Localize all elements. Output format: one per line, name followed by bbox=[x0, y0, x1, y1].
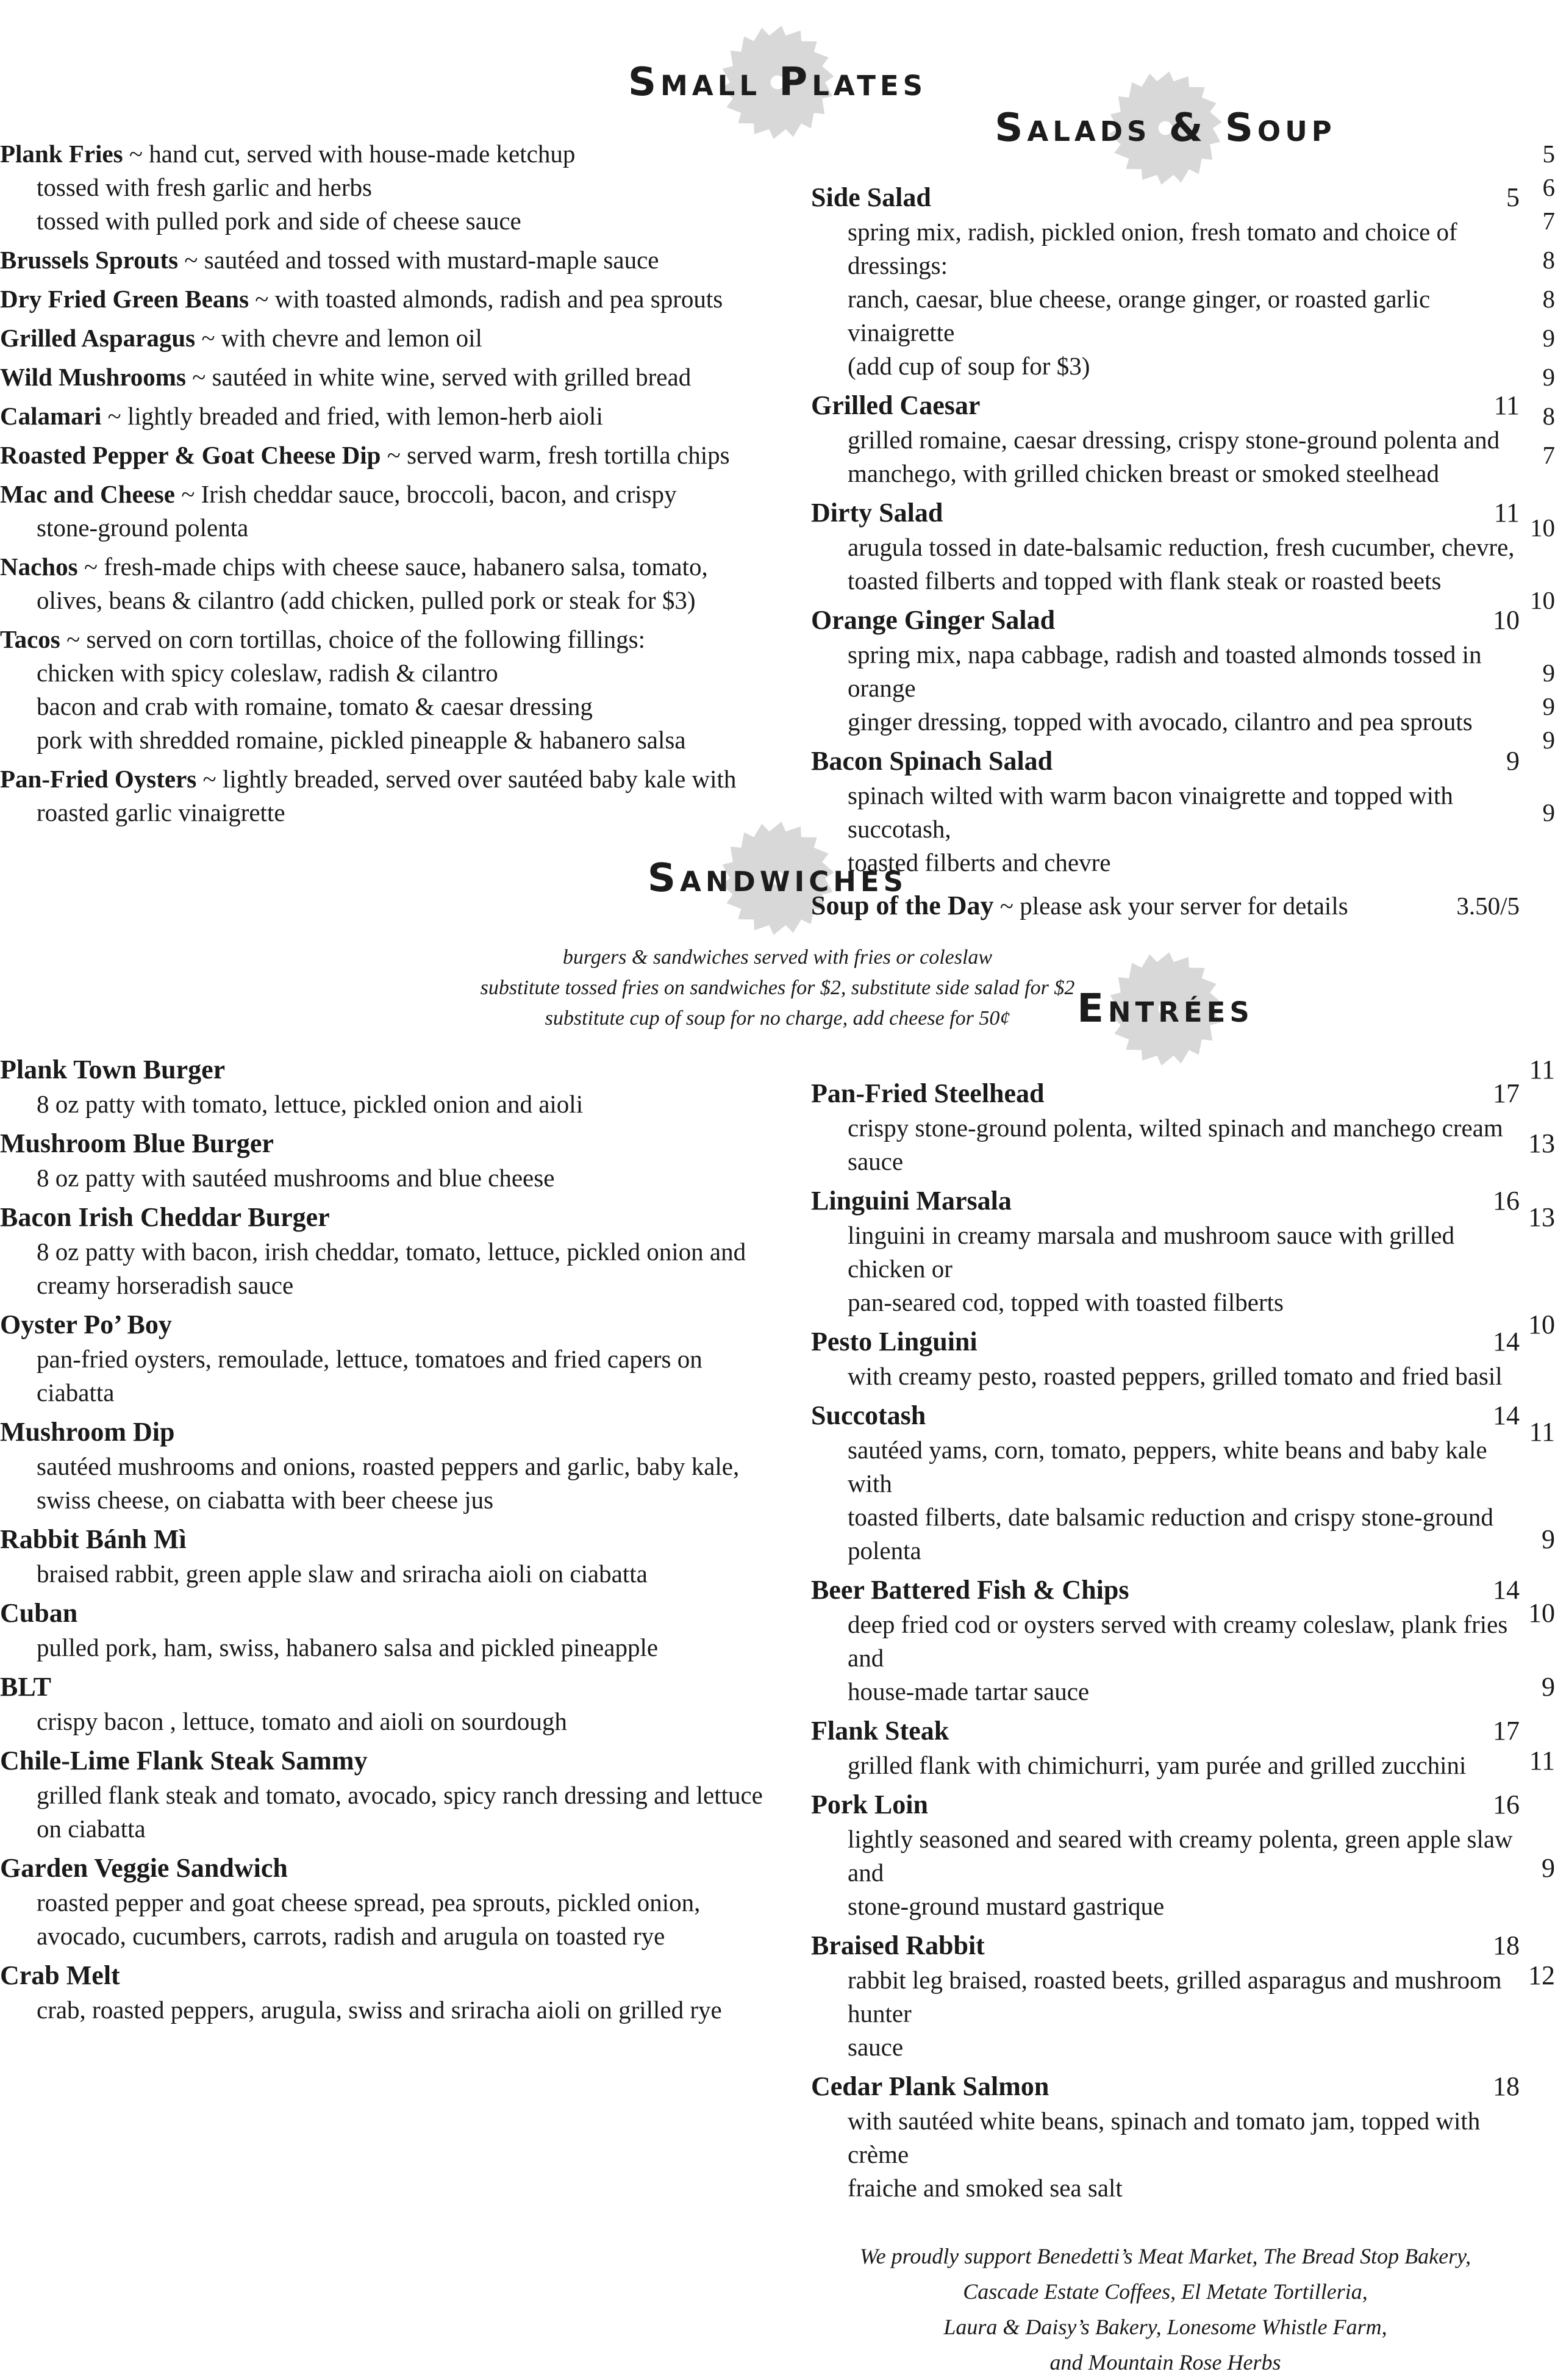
item-desc: 8 oz patty with sautéed mushrooms and blue cheese bbox=[0, 1161, 1555, 1195]
item-name: Roasted Pepper & Goat Cheese Dip bbox=[0, 441, 381, 469]
item-price: 9 bbox=[1542, 1522, 1555, 1557]
item-desc: braised rabbit, green apple slaw and sriracha aioli on ciabatta bbox=[0, 1557, 1555, 1591]
item-name: Crab Melt bbox=[0, 1960, 120, 1990]
item-desc: served warm, fresh tortilla chips bbox=[407, 441, 729, 469]
item-price: 10 bbox=[1493, 603, 1520, 638]
item-name: Wild Mushrooms bbox=[0, 363, 186, 391]
item-desc: on ciabatta bbox=[0, 1812, 1555, 1846]
item-desc: Irish cheddar sauce, broccoli, bacon, and crispy bbox=[201, 480, 677, 508]
item-desc: spinach wilted with warm bacon vinaigrette and topped with succotash, bbox=[811, 779, 1520, 846]
item-name: Calamari bbox=[0, 402, 101, 430]
item-desc: deep fried cod or oysters served with creamy coleslaw, plank fries and bbox=[811, 1608, 1520, 1675]
variant-price: 7 bbox=[1543, 204, 1555, 238]
item-price: 14 bbox=[1493, 1324, 1520, 1360]
item-desc: pulled pork, ham, swiss, habanero salsa and pickled pineapple bbox=[0, 1631, 1555, 1665]
menu-item bbox=[811, 1398, 1520, 1568]
credits-line: Laura & Daisy’s Bakery, Lonesome Whistle Farm, bbox=[811, 2309, 1520, 2345]
item-name: Mushroom Dip bbox=[0, 1417, 174, 1447]
item-price: 11 bbox=[1494, 495, 1520, 531]
variant-price: 9 bbox=[1543, 690, 1555, 723]
item-name: Grilled Asparagus bbox=[0, 324, 195, 352]
item-name: Linguini Marsala bbox=[811, 1186, 1012, 1216]
item-desc: please ask your server for details bbox=[1020, 892, 1348, 920]
item-desc: fraiche and smoked sea salt bbox=[811, 2171, 1520, 2205]
variant-desc: chicken with spicy coleslaw, radish & cilantro bbox=[37, 659, 498, 687]
menu-item bbox=[811, 603, 1520, 739]
item-desc: lightly breaded and fried, with lemon-herb aioli bbox=[127, 402, 603, 430]
item-name: Braised Rabbit bbox=[811, 1930, 985, 1960]
credits-line: We proudly support Benedetti’s Meat Market, The Bread Stop Bakery, bbox=[811, 2238, 1520, 2274]
item-desc: crispy stone-ground polenta, wilted spinach and manchego cream sauce bbox=[811, 1111, 1520, 1178]
item-desc: manchego, with grilled chicken breast or smoked steelhead bbox=[811, 457, 1520, 490]
item-name: Dry Fried Green Beans bbox=[0, 285, 249, 313]
item-desc: served on corn tortillas, choice of the following fillings: bbox=[86, 625, 645, 653]
item-name: Flank Steak bbox=[811, 1716, 949, 1746]
item-price: 16 bbox=[1493, 1787, 1520, 1823]
menu-item bbox=[811, 388, 1520, 490]
variant-price: 9 bbox=[1543, 656, 1555, 690]
menu-item bbox=[811, 1572, 1520, 1708]
menu-item bbox=[811, 1787, 1520, 1923]
item-name: Pan-Fried Oysters bbox=[0, 765, 196, 793]
item-line bbox=[811, 1076, 1520, 1111]
menu-item bbox=[811, 744, 1520, 880]
item-desc: grilled romaine, caesar dressing, crispy stone-ground polenta and bbox=[811, 423, 1520, 457]
variant-desc: pork with shredded romaine, pickled pineapple & habanero salsa bbox=[37, 726, 686, 754]
supporters-note bbox=[811, 2238, 1520, 2380]
salads-list bbox=[811, 180, 1520, 923]
item-name: Bacon Irish Cheddar Burger bbox=[0, 1202, 330, 1232]
item-desc: with chevre and lemon oil bbox=[221, 324, 482, 352]
variant-desc: bacon and crab with romaine, tomato & caesar dressing bbox=[37, 692, 593, 720]
item-price: 8 bbox=[1543, 243, 1555, 277]
item-name: Rabbit Bánh Mì bbox=[0, 1524, 187, 1554]
item-name: BLT bbox=[0, 1672, 51, 1702]
item-desc: lightly breaded, served over sautéed baby kale with bbox=[223, 765, 736, 793]
section-title: Salads & Soup bbox=[995, 91, 1335, 165]
item-desc: (add cup of soup for $3) bbox=[811, 349, 1520, 383]
item-desc: rabbit leg braised, roasted beets, grilled asparagus and mushroom hunter bbox=[811, 1963, 1520, 2031]
note-line: burgers & sandwiches served with fries or coleslaw bbox=[0, 942, 1555, 973]
item-name: Succotash bbox=[811, 1400, 926, 1430]
item-name: Bacon Spinach Salad bbox=[811, 746, 1053, 776]
item-name: Mac and Cheese bbox=[0, 480, 175, 508]
item-desc: sauce bbox=[811, 2031, 1520, 2064]
item-line bbox=[811, 1324, 1520, 1360]
item-name: Pesto Linguini bbox=[811, 1327, 978, 1357]
right-column bbox=[811, 46, 1520, 2380]
item-desc: house-made tartar sauce bbox=[811, 1675, 1520, 1708]
item-price: 10 bbox=[1530, 584, 1555, 617]
item-desc: spring mix, radish, pickled onion, fresh tomato and choice of dressings: bbox=[811, 215, 1520, 282]
item-desc: toasted filberts and chevre bbox=[811, 846, 1520, 880]
item-desc: pan-seared cod, topped with toasted filberts bbox=[811, 1286, 1520, 1319]
item-line bbox=[811, 2069, 1520, 2104]
item-price: 7 bbox=[1543, 439, 1555, 472]
item-desc: linguini in creamy marsala and mushroom sauce with grilled chicken or bbox=[811, 1219, 1520, 1286]
item-price: 17 bbox=[1493, 1713, 1520, 1749]
menu-item bbox=[811, 495, 1520, 598]
variant-price: 6 bbox=[1543, 171, 1555, 204]
item-desc: stone-ground polenta bbox=[37, 514, 248, 542]
credits-line: Cascade Estate Coffees, El Metate Tortilleria, bbox=[811, 2274, 1520, 2309]
item-line bbox=[811, 744, 1520, 779]
item-price: 16 bbox=[1493, 1183, 1520, 1219]
item-desc: crispy bacon , lettuce, tomato and aioli on sourdough bbox=[0, 1705, 1555, 1738]
item-price: 5 bbox=[1506, 180, 1520, 215]
item-desc: crab, roasted peppers, arugula, swiss and sriracha aioli on grilled rye bbox=[0, 1993, 1555, 2027]
item-name: Beer Battered Fish & Chips bbox=[811, 1575, 1129, 1605]
item-desc: 8 oz patty with bacon, irish cheddar, tomato, lettuce, pickled onion and bbox=[0, 1235, 1555, 1269]
item-name: Tacos bbox=[0, 625, 60, 653]
item-line bbox=[811, 1572, 1520, 1608]
item-price: 10 bbox=[1528, 1307, 1555, 1342]
item-price: 18 bbox=[1493, 1928, 1520, 1963]
item-name: Pork Loin bbox=[811, 1790, 928, 1819]
item-desc: olives, beans & cilantro (add chicken, pulled pork or steak for $3) bbox=[37, 586, 695, 614]
item-price: 9 bbox=[1543, 321, 1555, 355]
item-price: 9 bbox=[1542, 1851, 1555, 1886]
credits-line: and Mountain Rose Herbs bbox=[811, 2345, 1520, 2380]
item-price: 13 bbox=[1528, 1200, 1555, 1235]
item-desc: with sautéed white beans, spinach and tomato jam, topped with crème bbox=[811, 2104, 1520, 2171]
item-name: Chile-Lime Flank Steak Sammy bbox=[0, 1746, 368, 1776]
item-name: Side Salad bbox=[811, 182, 931, 212]
item-desc: grilled flank steak and tomato, avocado, spicy ranch dressing and lettuce bbox=[0, 1779, 1555, 1812]
item-desc: sautéed yams, corn, tomato, peppers, white beans and baby kale with bbox=[811, 1433, 1520, 1500]
menu-item bbox=[811, 1324, 1520, 1393]
item-line bbox=[811, 1183, 1520, 1219]
item-desc: avocado, cucumbers, carrots, radish and arugula on toasted rye bbox=[0, 1919, 1555, 1953]
menu-item bbox=[811, 888, 1520, 923]
item-desc: fresh-made chips with cheese sauce, habanero salsa, tomato, bbox=[104, 553, 707, 581]
variant-price: 9 bbox=[1543, 723, 1555, 757]
item-price: 9 bbox=[1543, 360, 1555, 394]
item-name: Plank Town Burger bbox=[0, 1055, 225, 1084]
item-desc: grilled flank with chimichurri, yam purée and grilled zucchini bbox=[811, 1749, 1520, 1782]
item-price: 17 bbox=[1493, 1076, 1520, 1111]
item-price: 3.50/5 bbox=[1456, 888, 1520, 923]
item-desc: arugula tossed in date-balsamic reduction, fresh cucumber, chevre, bbox=[811, 531, 1520, 564]
item-desc: roasted pepper and goat cheese spread, pea sprouts, pickled onion, bbox=[0, 1886, 1555, 1919]
item-price: 10 bbox=[1530, 511, 1555, 545]
item-line bbox=[811, 388, 1520, 423]
menu-item bbox=[811, 1928, 1520, 2064]
item-name: Pan-Fried Steelhead bbox=[811, 1078, 1045, 1108]
item-desc: sautéed in white wine, served with grilled bread bbox=[212, 363, 692, 391]
menu-item bbox=[811, 1076, 1520, 1178]
item-desc: toasted filberts and topped with flank steak or roasted beets bbox=[811, 564, 1520, 598]
item-desc: sautéed and tossed with mustard-maple sauce bbox=[204, 246, 659, 274]
item-name: Oyster Po’ Boy bbox=[0, 1310, 172, 1339]
salads-soup-heading bbox=[811, 91, 1520, 165]
menu-item bbox=[811, 180, 1520, 383]
item-price: 11 bbox=[1494, 388, 1520, 423]
item-price: 12 bbox=[1528, 1958, 1555, 1993]
item-desc: spring mix, napa cabbage, radish and toasted almonds tossed in orange bbox=[811, 638, 1520, 705]
item-name: Brussels Sprouts bbox=[0, 246, 178, 274]
entrees-list bbox=[811, 1076, 1520, 2205]
variant-desc: tossed with pulled pork and side of cheese sauce bbox=[37, 207, 521, 235]
section-title: Sandwiches bbox=[648, 842, 907, 915]
item-desc: sautéed mushrooms and onions, roasted peppers and garlic, baby kale, bbox=[0, 1450, 1555, 1483]
item-price: 8 bbox=[1543, 282, 1555, 316]
item-price: 14 bbox=[1493, 1572, 1520, 1608]
item-desc: creamy horseradish sauce bbox=[0, 1269, 1555, 1302]
item-name: Plank Fries bbox=[0, 140, 123, 168]
item-line bbox=[811, 1787, 1520, 1823]
item-desc: ginger dressing, topped with avocado, cilantro and pea sprouts bbox=[811, 705, 1520, 739]
item-name: Nachos bbox=[0, 553, 78, 581]
item-line bbox=[811, 180, 1520, 215]
item-desc: toasted filberts, date balsamic reduction and crispy stone-ground polenta bbox=[811, 1500, 1520, 1568]
item-desc: stone-ground mustard gastrique bbox=[811, 1890, 1520, 1923]
section-title: Entrées bbox=[1077, 972, 1254, 1045]
item-desc: 8 oz patty with tomato, lettuce, pickled onion and aioli bbox=[0, 1088, 1555, 1121]
item-price: 10 bbox=[1528, 1596, 1555, 1631]
item-name: Orange Ginger Salad bbox=[811, 605, 1055, 635]
item-price: 11 bbox=[1529, 1743, 1555, 1779]
item-line bbox=[811, 603, 1520, 638]
note-line: substitute cup of soup for no charge, add cheese for 50¢ bbox=[0, 1003, 1555, 1034]
item-desc: roasted garlic vinaigrette bbox=[37, 798, 285, 826]
item-price: 5 bbox=[1543, 137, 1555, 171]
item-name: Dirty Salad bbox=[811, 498, 943, 528]
item-desc: ciabatta bbox=[0, 1376, 1555, 1410]
item-desc: ranch, caesar, blue cheese, orange ginger, or roasted garlic vinaigrette bbox=[811, 282, 1520, 349]
item-price: 9 bbox=[1543, 796, 1555, 830]
item-price: 11 bbox=[1529, 1052, 1555, 1088]
entrees-heading bbox=[811, 972, 1520, 1045]
item-name: Cedar Plank Salmon bbox=[811, 2071, 1049, 2101]
item-line bbox=[811, 495, 1520, 531]
item-desc: pan-fried oysters, remoulade, lettuce, tomatoes and fried capers on bbox=[0, 1342, 1555, 1376]
menu-item bbox=[811, 1713, 1520, 1782]
item-name: Soup of the Day bbox=[811, 891, 994, 920]
item-name: Mushroom Blue Burger bbox=[0, 1128, 274, 1158]
item-name: Grilled Caesar bbox=[811, 390, 980, 420]
item-line bbox=[811, 1928, 1520, 1963]
item-price: 13 bbox=[1528, 1126, 1555, 1161]
item-price: 14 bbox=[1493, 1398, 1520, 1433]
item-desc: hand cut, served with house-made ketchup bbox=[149, 140, 575, 168]
menu-item bbox=[811, 2069, 1520, 2205]
item-desc: with toasted almonds, radish and pea sprouts bbox=[275, 285, 723, 313]
item-price: 9 bbox=[1506, 744, 1520, 779]
item-price: 9 bbox=[1542, 1669, 1555, 1705]
item-desc: with creamy pesto, roasted peppers, grilled tomato and fried basil bbox=[811, 1360, 1520, 1393]
item-line bbox=[811, 1713, 1520, 1749]
item-name: Garden Veggie Sandwich bbox=[0, 1853, 288, 1883]
section-title: Small Plates bbox=[628, 46, 927, 119]
item-line bbox=[811, 888, 1520, 923]
menu-item bbox=[811, 1183, 1520, 1319]
note-line: substitute tossed fries on sandwiches for $2, substitute side salad for $2 bbox=[0, 973, 1555, 1003]
item-desc: lightly seasoned and seared with creamy polenta, green apple slaw and bbox=[811, 1823, 1520, 1890]
item-desc: swiss cheese, on ciabatta with beer cheese jus bbox=[0, 1483, 1555, 1517]
item-name: Cuban bbox=[0, 1598, 77, 1628]
item-price: 11 bbox=[1529, 1414, 1555, 1450]
item-price: 18 bbox=[1493, 2069, 1520, 2104]
item-line bbox=[811, 1398, 1520, 1433]
variant-desc: tossed with fresh garlic and herbs bbox=[37, 173, 372, 201]
item-price: 8 bbox=[1543, 400, 1555, 433]
